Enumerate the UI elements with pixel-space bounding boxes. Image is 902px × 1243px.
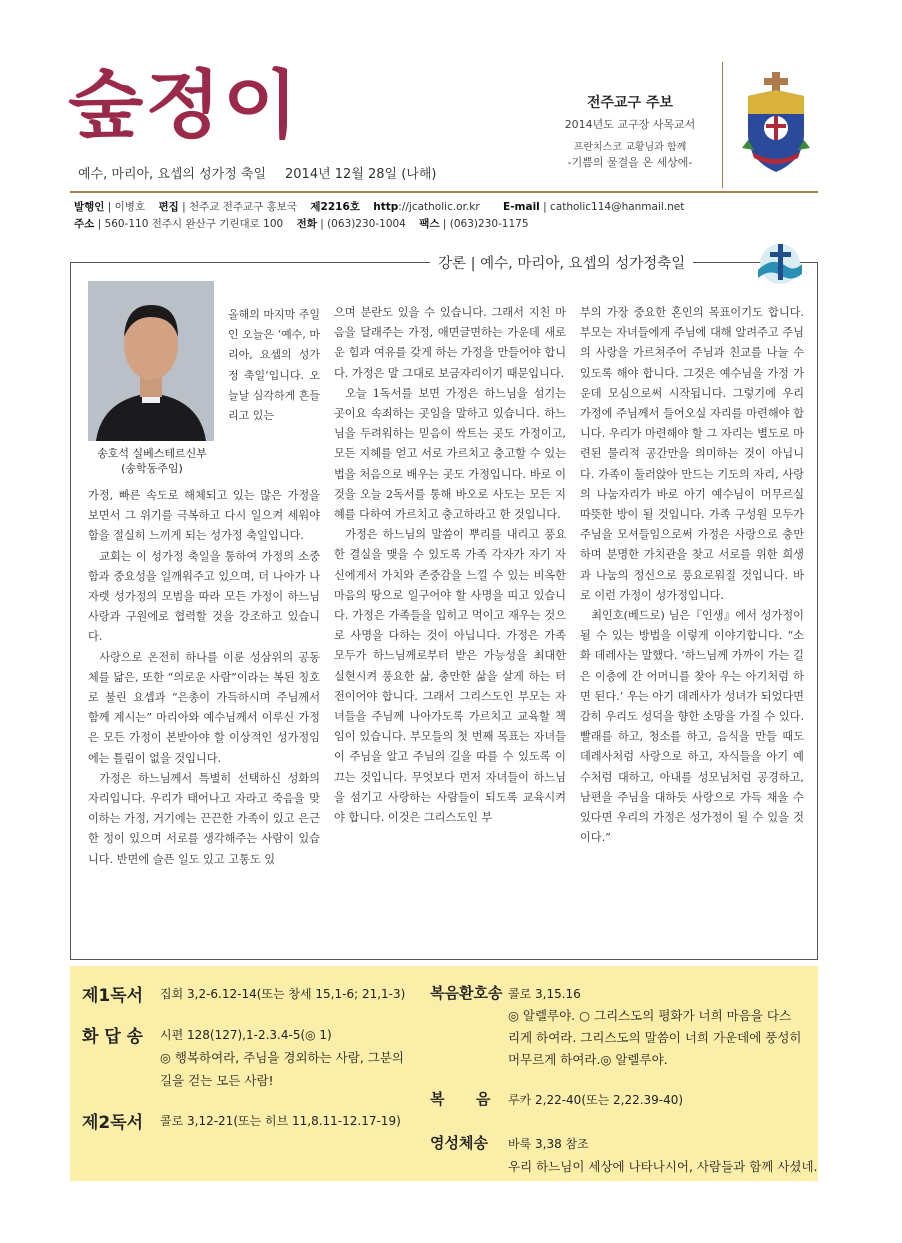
homily-column-1-top bbox=[228, 305, 320, 426]
motto-line-2: -기쁨의 물결을 온 세상에- bbox=[567, 156, 693, 169]
second-reading-ref: 콜로 3,12-21(또는 히브 11,8.11-12.17-19) bbox=[160, 1114, 401, 1128]
phone: (063)230-1004 bbox=[327, 218, 406, 230]
pastoral-letter-year: 2014년도 교구장 사목교서 bbox=[564, 118, 696, 131]
newsletter-title: 숲정이 bbox=[68, 63, 301, 149]
email-link[interactable]: catholic114@hanmail.net bbox=[550, 201, 685, 213]
paragraph: 가정, 빠른 속도로 해체되고 있는 많은 가정을 보면서 그 위기를 극복하고 다시 일으켜 세워야함을 절실히 느끼게 되는 성가정 축일입니다. bbox=[88, 489, 320, 543]
masthead-rule bbox=[70, 191, 818, 193]
motto-line-1: 프란치스코 교황님과 함께 bbox=[573, 142, 687, 153]
publisher-line-1: 발행인 | 이병호 편집 | 천주교 전주교구 홍보국 제2216호 http://jcatholic.or.kr E-mail | catholic114@hanmail.net bbox=[74, 201, 685, 213]
gospel-acclamation-label: 복음환호송 bbox=[430, 984, 503, 1002]
publisher-name: 이병호 bbox=[114, 201, 146, 213]
address: 560-110 전주시 완산구 기린대로 100 bbox=[104, 218, 284, 230]
paragraph: 가정은 하느님께서 특별히 선택하신 성화의 자리입니다. 우리가 태어나고 자라고 죽음을 맞이하는 가정, 거기에는 끈끈한 가족이 있고 은근한 정이 있으며 서로를 생각해주는 사람이 있습니다. 반면에 슬픈 일도 있고 고통도 있 bbox=[88, 771, 320, 866]
editor-name: 천주교 전주교구 홍보국 bbox=[188, 201, 298, 213]
cross-wave-icon bbox=[752, 240, 804, 286]
acclamation-text-2: 리게 하여라. 그리스도의 말씀이 너희 가운데에 풍성히 bbox=[508, 1030, 802, 1045]
issue-date: 2014년 12월 28일 (나해) bbox=[285, 167, 437, 182]
diocese-header bbox=[560, 92, 700, 170]
feast-name: 예수, 마리아, 요셉의 성가정 축일 bbox=[78, 167, 267, 182]
header-divider bbox=[722, 62, 723, 188]
gospel-acclamation-ref: 콜로 3,15.16 bbox=[508, 987, 581, 1001]
paragraph: 최인호(베드로) 님은『인생』에서 성가정이 될 수 있는 방법을 이렇게 이야기합니다. “소화 데레사는 말했다. ‘하느님께 가까이 가는 길은 이층에 간 어머니를 찾아 우는 아기처럼 하면 된다.’ 우는 아기 데레사가 성녀가 되었다면 감히 우리도 성덕을 향한 소망을 가질 수 있다. 빨래를 하고, 청소를 하고, 음식을 만들 때도 데레사처럼 사랑으로 하고, 자식들을 아기 예수처럼 대하고, 아내를 성모님처럼 공경하고, 남편을 주님을 대하듯 사랑으로 가득 채울 수 있다면 우리의 가정은 성가정이 될 수 있을 것이다.” bbox=[580, 609, 804, 845]
paragraph: 가정은 하느님의 말씀이 뿌리를 내리고 풍요한 결실을 맺을 수 있도록 가족 각자가 자기 자신에게서 가치와 존중감을 느낄 수 있는 비옥한 마음의 땅으로 일구어야 할 사명을 띠고 있습니다. 가정은 가족들을 입히고 먹이고 재우는 것으로 사명을 다하는 것이 아닙니다. 가정은 가족 모두가 하느님께로부터 받은 가능성을 최대한 실현시켜 풍요한 삶, 충만한 삶을 살게 하는 터전이어야 합니다. 그래서 그리스도인 부모는 자녀들을 주님께 나아가도록 가르치고 교육할 책임이 있습니다. 부모들의 첫 번째 목표는 자녀들이 주님을 알고 주님의 길을 따를 수 있도록 이끄는 것입니다. 무엇보다 먼저 자녀들이 하느님을 섬기고 사랑하는 사람들이 되도록 교육시켜야 합니다. 이것은 그리스도인 부 bbox=[334, 528, 566, 825]
communion-text: 우리 하느님이 세상에 나타나시어, 사람들과 함께 사셨네. bbox=[508, 1159, 818, 1174]
address-label: 주소 bbox=[74, 218, 95, 230]
acclamation-text-1: ◎ 알렐루야. ○ 그리스도의 평화가 너희 마음을 다스 bbox=[508, 1008, 792, 1023]
paragraph: 으며 분란도 있을 수 있습니다. 그래서 지친 마음을 달래주는 가정, 애면글면하는 가운데 새로운 힘과 여유를 갖게 하는 가정을 만들어야 합니다. 가정은 말 그대로 보금자리이기 때문입니다. bbox=[334, 306, 566, 380]
psalm-ref: 시편 128(127),1-2.3.4-5(◎ 1) bbox=[160, 1028, 332, 1042]
diocese-emblem-icon bbox=[738, 70, 814, 176]
second-reading-label: 제2독서 bbox=[82, 1113, 144, 1133]
fax: (063)230-1175 bbox=[449, 218, 529, 230]
psalm-label: 화 답 송 bbox=[82, 1027, 144, 1047]
communion-label: 영성체송 bbox=[430, 1134, 488, 1152]
psalm-response-1: ◎ 행복하여라, 주님을 경외하는 사람, 그분의 bbox=[160, 1050, 404, 1065]
paragraph: 올해의 마지막 주일인 오늘은 ‘예수, 마리아, 요셉의 성가정 축일’입니다. 오늘날 심각하게 흔들리고 있는 bbox=[228, 308, 321, 423]
paragraph: 부의 가장 중요한 혼인의 목표이기도 합니다. 부모는 자녀들에게 주님에 대해 알려주고 주님의 사랑을 가르쳐주어 주님과 친교를 나눌 수 있도록 해야 합니다. 그것은 예수님을 가정 가운데 모심으로써 시작됩니다. 그렇기에 우리 가정에 주님께서 들어오실 자리를 마련해야 합니다. 우리가 마련해야 할 그 자리는 별도로 마련된 물리적 공간만을 의미하는 것이 아닙니다. 가족이 둘러앉아 만드는 기도의 자리, 사랑의 나눔자리가 바로 아기 예수님이 머무르실 따뜻한 방이 될 것입니다. 가족 구성원 모두가 주님을 모셔들임으로써 가정은 사랑으로 충만하며 분명한 가치관을 찾고 서로를 위한 희생과 나눔의 정신으로 풍요로워질 것입니다. 바로 이런 가정이 성가정입니다. bbox=[580, 306, 804, 602]
psalm-response-2: 길을 걷는 모든 사람! bbox=[160, 1073, 274, 1088]
url-label: http bbox=[373, 201, 399, 213]
publisher-line-2: 주소 | 560-110 전주시 완산구 기린대로 100 전화 | (063)230-1004 팩스 | (063)230-1175 bbox=[74, 218, 529, 230]
priest-portrait-icon bbox=[88, 281, 214, 441]
fax-label: 팩스 bbox=[419, 218, 440, 230]
communion-ref: 바룩 3,38 참조 bbox=[508, 1137, 589, 1151]
email-label: E-mail bbox=[503, 201, 540, 213]
phone-label: 전화 bbox=[296, 218, 317, 230]
paragraph: 오늘 1독서를 보면 가정은 하느님을 섬기는 곳이요 속죄하는 곳임을 말하고 있습니다. 하느님을 두려워하는 믿음이 싹트는 곳도 가정이고, 모든 지혜를 얻고 서로 가르치고 충고할 수 있는 법을 처음으로 배우는 곳도 가정입니다. 바로 이것을 오늘 2독서를 통해 바오로 사도는 모든 지혜를 다하여 가르치고 충고하라고 한 것입니다. bbox=[334, 386, 566, 522]
homily-heading: 강론 | 예수, 마리아, 요셉의 성가정축일 bbox=[430, 252, 693, 273]
website-link[interactable]: ://jcatholic.or.kr bbox=[398, 201, 480, 213]
gospel-label: 복 음 bbox=[430, 1090, 491, 1108]
weekly-name: 전주교구 주보 bbox=[586, 95, 674, 111]
author-name: 송호석 실베스테르신부 bbox=[97, 447, 207, 460]
editor-label: 편집 bbox=[158, 201, 179, 213]
homily-column-1 bbox=[88, 486, 320, 870]
acclamation-text-3: 머무르게 하여라.◎ 알렐루야. bbox=[508, 1052, 668, 1067]
publisher-label: 발행인 bbox=[74, 201, 105, 213]
homily-column-2 bbox=[334, 303, 566, 828]
issue-number: 제2216호 bbox=[310, 201, 360, 213]
author-parish: (송학동주임) bbox=[121, 462, 183, 475]
paragraph: 교회는 이 성가정 축일을 통하여 가정의 소중함과 중요성을 일깨워주고 있으며, 더 나아가 나자렛 성가정의 모범을 따라 모든 가정이 하느님 사랑과 구원에로 협력할 것을 강조하고 있습니다. bbox=[88, 549, 320, 644]
paragraph: 사랑으로 온전히 하나를 이룬 성삼위의 공동체를 닮은, 또한 “의로운 사람”이라는 복된 칭호로 불린 요셉과 “은총이 가득하시며 주님께서 함께 계시는” 마리아와 예수님께서 이루신 가정은 모든 가정이 본받아야 할 이상적인 성가정임에는 틀림이 없을 것입니다. bbox=[88, 650, 320, 765]
author-photo bbox=[88, 281, 214, 441]
gospel-ref: 루카 2,22-40(또는 2,22.39-40) bbox=[508, 1093, 684, 1107]
first-reading-label: 제1독서 bbox=[82, 986, 144, 1006]
first-reading-ref: 집회 3,2-6.12-14(또는 창세 15,1-6; 21,1-3) bbox=[160, 987, 406, 1001]
homily-column-3 bbox=[580, 303, 804, 848]
